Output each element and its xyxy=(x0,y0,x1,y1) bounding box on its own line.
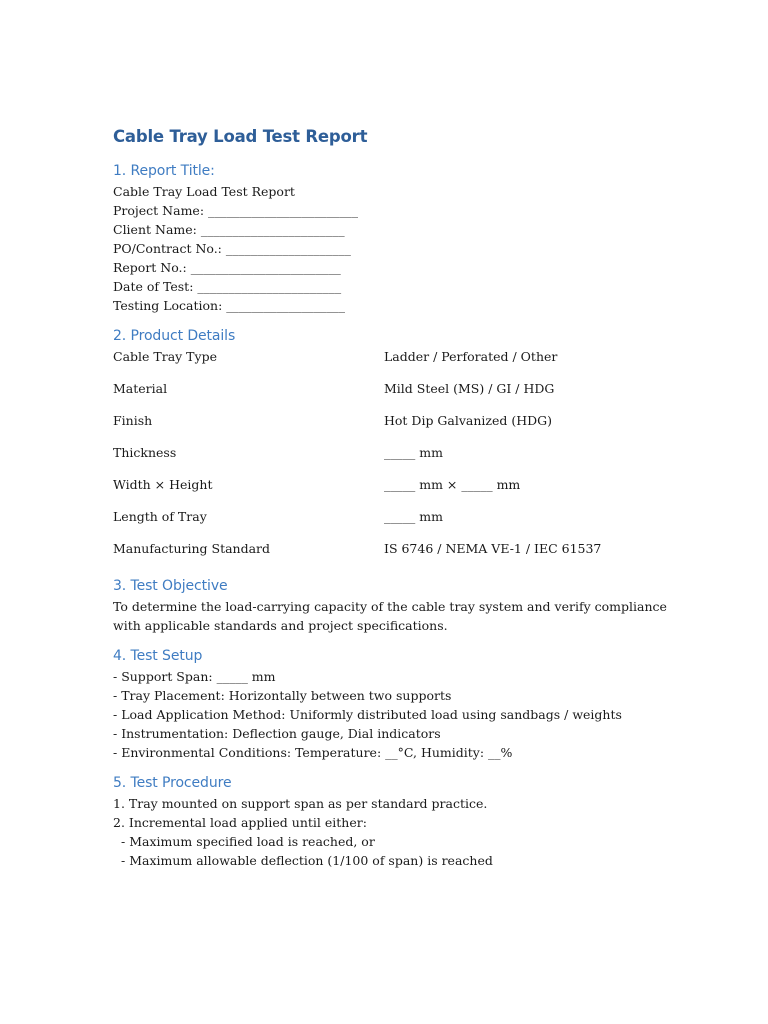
section-heading-test-setup: 4. Test Setup xyxy=(113,648,203,664)
report-line-testing-location: Testing Location: ___________________ xyxy=(113,298,346,313)
row-value: Hot Dip Galvanized (HDG) xyxy=(384,413,553,428)
row-label: Length of Tray xyxy=(113,509,207,524)
row-value: IS 6746 / NEMA VE-1 / IEC 61537 xyxy=(384,541,602,556)
table-row xyxy=(113,475,673,507)
section-heading-report-title: 1. Report Title: xyxy=(113,163,215,179)
list-item: - Support Span: _____ mm xyxy=(113,669,276,684)
table-row xyxy=(113,411,673,443)
report-title-block xyxy=(113,182,673,315)
list-item-sub: - Maximum allowable deflection (1/100 of span) is reached xyxy=(121,853,493,868)
document-title: Cable Tray Load Test Report xyxy=(113,127,368,146)
list-item: - Instrumentation: Deflection gauge, Dial indicators xyxy=(113,726,441,741)
row-value: _____ mm × _____ mm xyxy=(384,477,521,492)
row-label: Width × Height xyxy=(113,477,213,492)
report-line-title: Cable Tray Load Test Report xyxy=(113,184,295,199)
report-body xyxy=(113,124,673,870)
table-row xyxy=(113,379,673,411)
list-item: - Load Application Method: Uniformly distributed load using sandbags / weights xyxy=(113,707,622,722)
row-value: _____ mm xyxy=(384,445,443,460)
list-item: - Environmental Conditions: Temperature: __°C, Humidity: __% xyxy=(113,745,513,760)
report-line-date-of-test: Date of Test: _______________________ xyxy=(113,279,342,294)
row-label: Finish xyxy=(113,413,153,428)
report-line-client-name: Client Name: _______________________ xyxy=(113,222,345,237)
objective-paragraph: To determine the load-carrying capacity of the cable tray system and verify compliance with applicable standards and project specifications. xyxy=(113,599,667,633)
row-label: Cable Tray Type xyxy=(113,349,217,364)
list-item: 1. Tray mounted on support span as per standard practice. xyxy=(113,796,488,811)
section-heading-test-procedure: 5. Test Procedure xyxy=(113,775,232,791)
section-heading-test-objective: 3. Test Objective xyxy=(113,578,228,594)
test-setup-list xyxy=(113,667,673,762)
row-label: Material xyxy=(113,381,168,396)
report-line-po-contract: PO/Contract No.: ____________________ xyxy=(113,241,351,256)
report-line-project-name: Project Name: ________________________ xyxy=(113,203,359,218)
list-item-sub: - Maximum specified load is reached, or xyxy=(121,834,375,849)
table-row xyxy=(113,443,673,475)
row-value: Mild Steel (MS) / GI / HDG xyxy=(384,381,555,396)
row-value: _____ mm xyxy=(384,509,443,524)
table-row xyxy=(113,507,673,539)
row-label: Thickness xyxy=(113,445,177,460)
table-row xyxy=(113,347,673,379)
table-row xyxy=(113,539,673,563)
list-item: - Tray Placement: Horizontally between two supports xyxy=(113,688,452,703)
row-value: Ladder / Perforated / Other xyxy=(384,349,558,364)
list-item: 2. Incremental load applied until either: xyxy=(113,815,367,830)
test-procedure-list xyxy=(113,794,673,870)
row-label: Manufacturing Standard xyxy=(113,541,271,556)
section-heading-product-details: 2. Product Details xyxy=(113,328,236,344)
product-details-table xyxy=(113,347,673,563)
report-line-report-no: Report No.: ________________________ xyxy=(113,260,341,275)
